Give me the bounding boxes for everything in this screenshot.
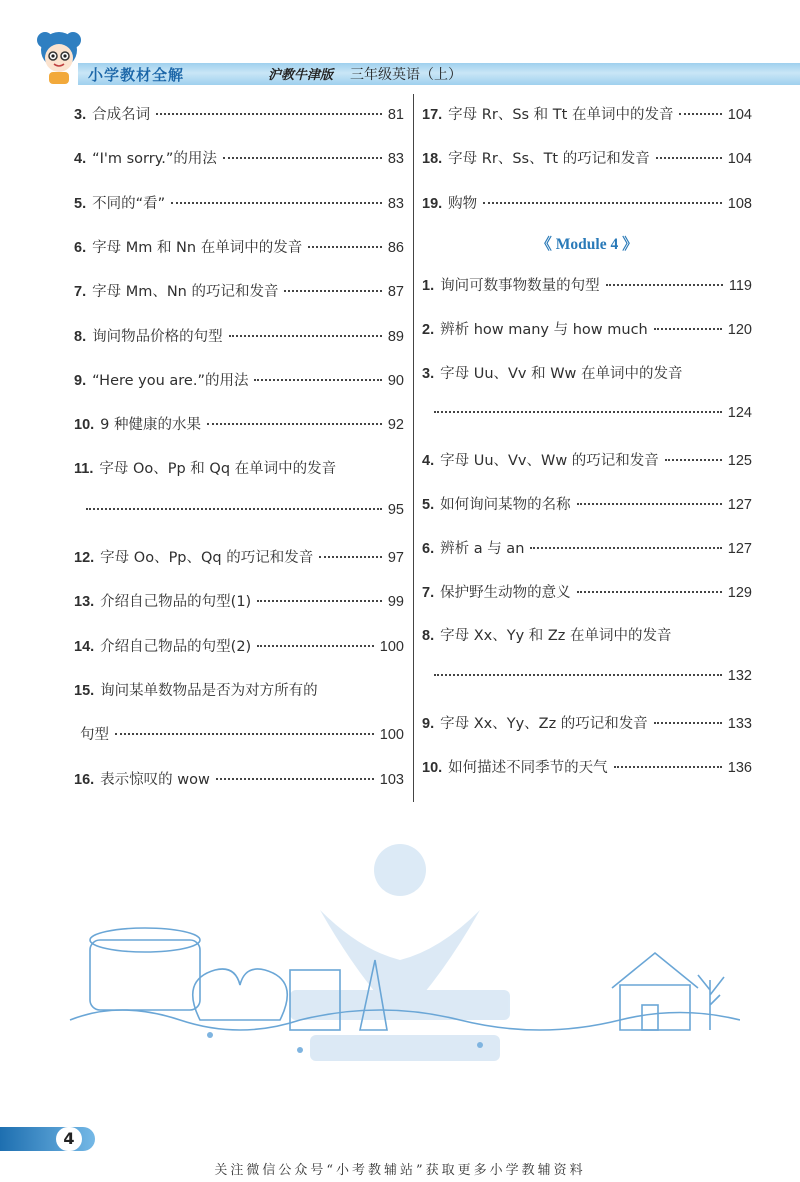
toc-entry-number: 4. <box>74 151 87 168</box>
toc-entry-title: 合成名词 <box>92 107 151 123</box>
toc-entry-title: 辨析 how many 与 how much <box>440 321 648 338</box>
toc-entry <box>422 668 752 684</box>
toc-entry-page: 100 <box>379 638 404 655</box>
leader-dots <box>319 556 382 558</box>
toc-entry-page: 97 <box>387 550 404 566</box>
toc-entry <box>74 546 404 567</box>
toc-entry-title: 9 种健康的水果 <box>100 417 202 434</box>
toc-entry <box>422 405 752 421</box>
toc-entry-number: 18. <box>422 151 443 168</box>
toc-entry-title: 不同的“看” <box>92 195 166 212</box>
toc-entry-title: 字母 Rr、Ss 和 Tt 在单词中的发音 <box>448 107 674 123</box>
book-title: 三年级英语（上） <box>350 67 462 83</box>
toc-entry <box>74 192 404 213</box>
toc-entry-page: 132 <box>727 668 752 685</box>
toc-entry-number: 9. <box>422 716 435 732</box>
toc-entry <box>422 756 752 777</box>
toc-entry-number: 3. <box>422 365 435 382</box>
leader-dots <box>257 645 374 647</box>
toc-entry-page: 86 <box>387 239 404 256</box>
leader-dots <box>216 778 374 780</box>
column-divider <box>413 94 414 802</box>
leader-dots <box>665 459 722 461</box>
toc-entry-title: 字母 Oo、Pp 和 Qq 在单词中的发音 <box>99 461 337 478</box>
toc-entry <box>74 325 404 346</box>
toc-entry <box>74 280 404 301</box>
toc-entry-title: 字母 Mm 和 Nn 在单词中的发音 <box>92 239 303 256</box>
toc-entry <box>74 369 404 390</box>
edition-label: 沪教牛津版 <box>268 68 334 83</box>
page-number: 4 <box>56 1127 82 1151</box>
toc-entry-number: 1. <box>422 278 435 294</box>
toc-entry-number: 15. <box>74 682 95 699</box>
leader-dots <box>434 674 722 676</box>
toc-entry <box>74 502 404 518</box>
toc-entry <box>74 147 404 168</box>
toc-entry <box>422 147 752 168</box>
toc-entry <box>74 635 404 656</box>
toc-entry-page: 104 <box>727 151 752 168</box>
toc-entry-title: 字母 Mm、Nn 的巧记和发音 <box>92 284 279 301</box>
toc-entry-page: 136 <box>727 759 752 776</box>
toc-entry-page: 87 <box>387 284 404 301</box>
toc-entry-title: 购物 <box>448 195 478 212</box>
toc-entry-page: 133 <box>727 716 752 732</box>
toc-entry-page: 129 <box>727 584 752 601</box>
footer-note: 关注微信公众号“小考教辅站”获取更多小学教辅资料 <box>214 1163 586 1178</box>
toc-entry-title: 句型 <box>80 727 109 744</box>
toc-entry-number: 10. <box>422 759 443 776</box>
mascot-icon <box>28 28 90 88</box>
leader-dots <box>483 202 722 204</box>
toc-entry-page: 81 <box>387 107 404 123</box>
toc-entry-page: 92 <box>387 417 404 434</box>
toc-entry-title: “Here you are.”的用法 <box>92 372 249 389</box>
toc-entry-title: 介绍自己物品的句型(2) <box>100 638 252 655</box>
toc-entry <box>74 236 404 257</box>
toc-entry <box>422 192 752 213</box>
leader-dots <box>606 284 723 286</box>
toc-entry-page: 127 <box>727 497 752 513</box>
toc-entry <box>422 493 752 514</box>
toc-entry-number: 16. <box>74 771 95 788</box>
toc-entry-number: 19. <box>422 195 443 212</box>
toc-entry-number: 13. <box>74 594 95 611</box>
toc-entry <box>422 362 752 383</box>
toc-entry-page: 83 <box>387 195 404 212</box>
leader-dots <box>223 157 382 159</box>
toc-entry-number: 17. <box>422 107 443 123</box>
toc-entry-page: 83 <box>387 151 404 168</box>
toc-entry-page: 104 <box>727 107 752 123</box>
toc-entry <box>422 274 752 295</box>
toc-entry-number: 2. <box>422 321 435 338</box>
toc-entry-page: 124 <box>727 405 752 422</box>
toc-entry-page: 125 <box>727 453 752 470</box>
decorative-illustration <box>60 820 740 1100</box>
toc-entry-number: 5. <box>422 497 435 513</box>
toc-entry-title: 询问某单数物品是否为对方所有的 <box>100 682 318 699</box>
toc-entry-title: 字母 Rr、Ss、Tt 的巧记和发音 <box>448 151 650 168</box>
toc-entry-title: 如何询问某物的名称 <box>440 497 571 513</box>
toc-entry-page: 119 <box>728 278 752 294</box>
toc-entry-number: 10. <box>74 417 95 434</box>
leader-dots <box>86 508 382 510</box>
toc-entry-title: 介绍自己物品的句型(1) <box>100 594 252 611</box>
toc-entry <box>422 624 752 645</box>
toc-entry-number: 3. <box>74 107 87 123</box>
leader-dots <box>530 547 721 549</box>
toc-entry-number: 14. <box>74 638 95 655</box>
toc-entry-page: 120 <box>727 321 752 338</box>
toc-entry <box>74 679 404 700</box>
toc-entry-title: 字母 Oo、Pp、Qq 的巧记和发音 <box>100 550 314 566</box>
leader-dots <box>577 503 722 505</box>
toc-entry <box>74 413 404 434</box>
toc-entry-number: 6. <box>422 540 435 557</box>
leader-dots <box>229 335 382 337</box>
toc-entry <box>74 723 404 744</box>
toc-entry-page: 127 <box>727 540 752 557</box>
leader-dots <box>284 290 381 292</box>
leader-dots <box>434 411 722 413</box>
toc-entry <box>74 590 404 611</box>
toc-entry-title: 字母 Xx、Yy、Zz 的巧记和发音 <box>440 716 648 732</box>
module-heading: 《 Module 4 》 <box>536 236 638 253</box>
toc-entry-number: 12. <box>74 550 95 566</box>
toc-entry <box>74 768 404 789</box>
leader-dots <box>254 379 381 381</box>
leader-dots <box>156 113 382 115</box>
leader-dots <box>654 328 722 330</box>
toc-entry <box>74 457 404 478</box>
toc-entry-title: 保护野生动物的意义 <box>440 584 571 601</box>
leader-dots <box>656 157 722 159</box>
toc-entry-title: 字母 Xx、Yy 和 Zz 在单词中的发音 <box>440 628 672 645</box>
toc-entry-number: 6. <box>74 239 87 256</box>
toc-entry-title: 辨析 a 与 an <box>440 540 525 557</box>
toc-entry-number: 7. <box>422 584 435 601</box>
toc-entry-title: 如何描述不同季节的天气 <box>448 759 608 776</box>
toc-entry <box>422 537 752 558</box>
toc-entry-page: 108 <box>727 195 752 212</box>
toc-entry <box>422 103 752 124</box>
toc-entry-page: 100 <box>379 727 404 744</box>
toc-entry-number: 11. <box>74 461 94 478</box>
toc-entry <box>74 103 404 124</box>
toc-entry-page: 89 <box>387 328 404 345</box>
toc-entry <box>422 581 752 602</box>
toc-entry-number: 5. <box>74 195 87 212</box>
toc-entry-title: “I'm sorry.”的用法 <box>92 151 217 168</box>
toc-entry-page: 103 <box>379 771 404 788</box>
toc-entry-page: 90 <box>387 372 404 389</box>
series-title: 小学教材全解 <box>88 66 185 84</box>
toc-entry <box>422 318 752 339</box>
leader-dots <box>679 113 721 115</box>
toc-entry-title: 表示惊叹的 wow <box>100 771 210 788</box>
leader-dots <box>257 600 382 602</box>
toc-entry-title: 询问可数事物数量的句型 <box>440 278 600 294</box>
leader-dots <box>654 722 722 724</box>
toc-entry-title: 字母 Uu、Vv、Ww 的巧记和发音 <box>440 453 659 470</box>
leader-dots <box>614 766 722 768</box>
toc-entry-page: 99 <box>387 594 404 611</box>
leader-dots <box>577 591 722 593</box>
toc-entry-number: 8. <box>74 328 87 345</box>
page-header <box>0 0 800 100</box>
leader-dots <box>207 423 382 425</box>
leader-dots <box>115 733 374 735</box>
leader-dots <box>308 246 382 248</box>
toc-entry-number: 8. <box>422 628 435 645</box>
toc-entry-number: 9. <box>74 372 87 389</box>
toc-entry-title: 字母 Uu、Vv 和 Ww 在单词中的发音 <box>440 365 683 382</box>
leader-dots <box>171 202 382 204</box>
toc-entry-number: 7. <box>74 284 87 301</box>
toc-entry <box>422 712 752 733</box>
toc-entry-title: 询问物品价格的句型 <box>92 328 223 345</box>
toc-entry-page: 95 <box>387 501 404 518</box>
toc-entry <box>422 449 752 470</box>
toc-entry-number: 4. <box>422 453 435 470</box>
